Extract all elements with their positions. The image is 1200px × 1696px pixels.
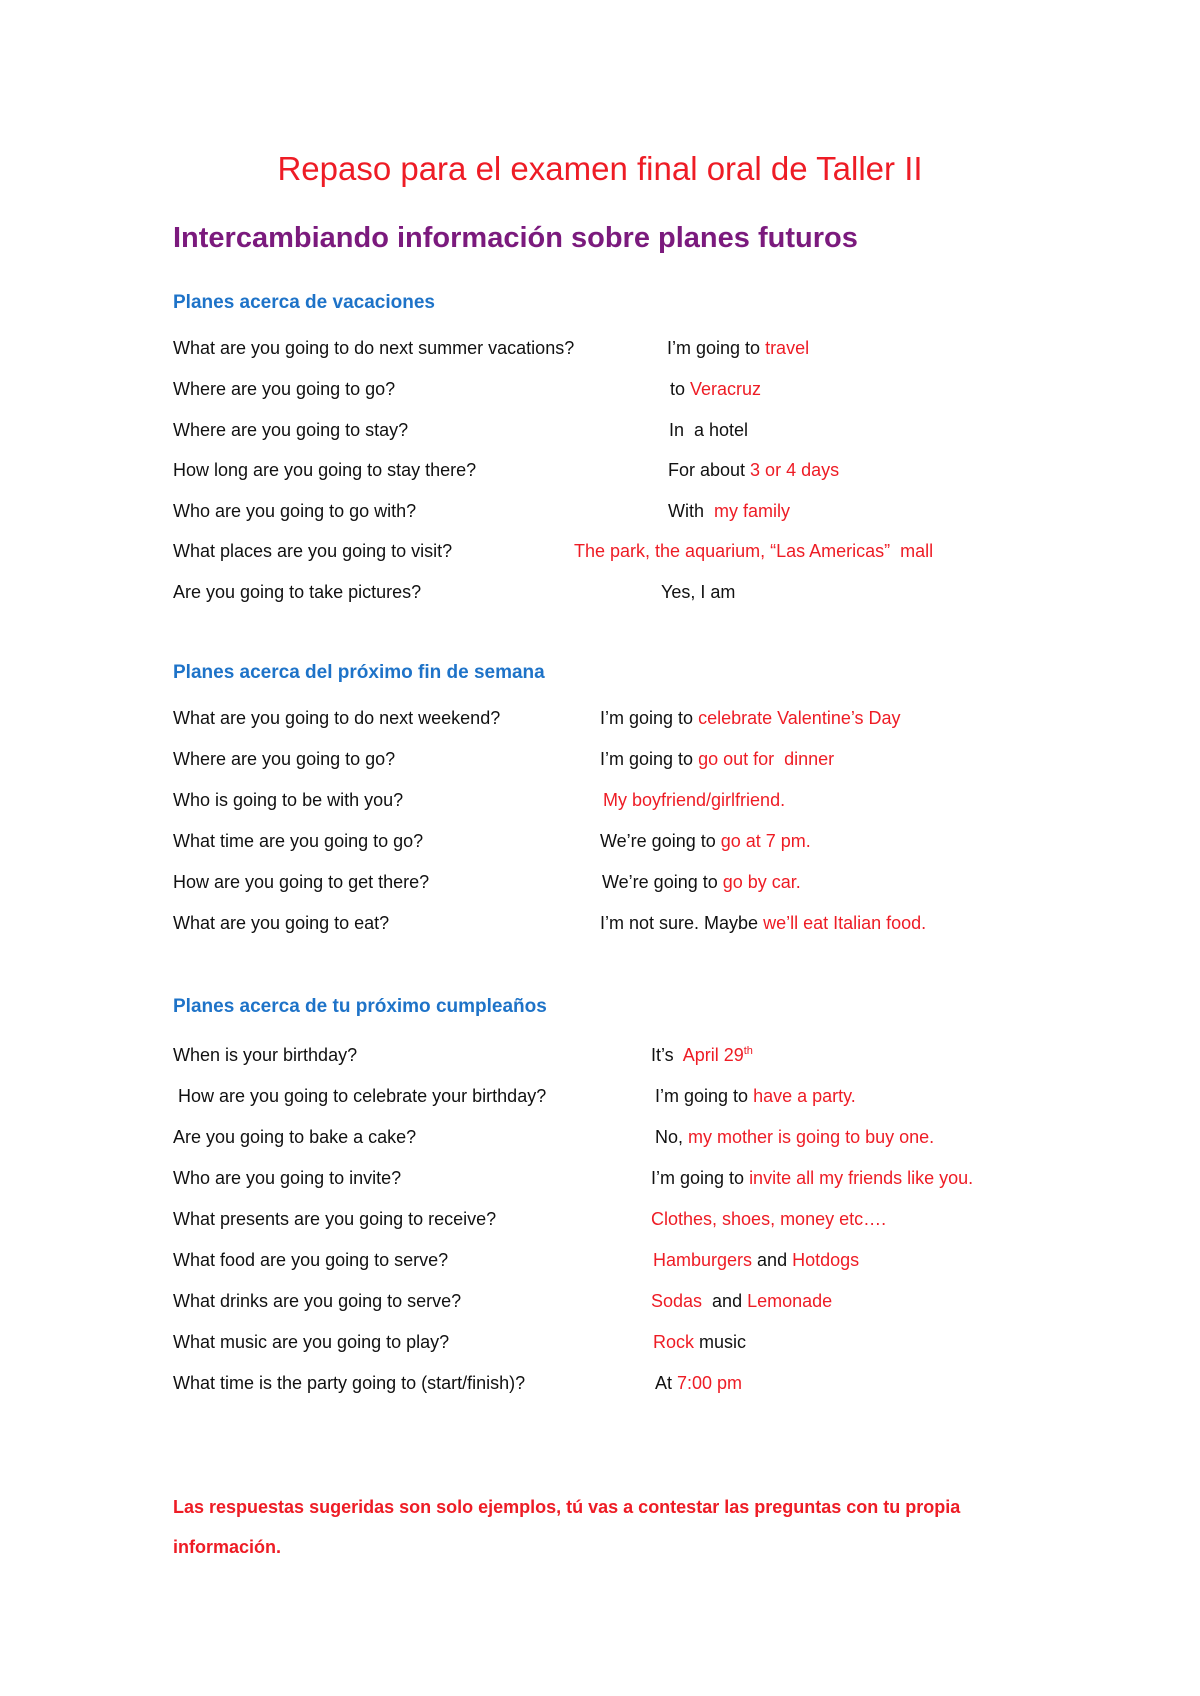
answer: We’re going to go at 7 pm.	[600, 831, 811, 851]
question: What time is the party going to (start/finish)?	[173, 1373, 526, 1393]
answer: Hamburgers and Hotdogs	[653, 1250, 860, 1270]
answer: For about 3 or 4 days	[668, 460, 840, 480]
section-heading-birthday: Planes acerca de tu próximo cumpleaños	[173, 996, 547, 1017]
qa-row	[0, 1082, 1200, 1110]
question: How are you going to get there?	[173, 872, 430, 892]
answer: In a hotel	[669, 420, 749, 440]
question: What music are you going to play?	[173, 1332, 450, 1352]
answer: Sodas and Lemonade	[651, 1291, 833, 1311]
question: Who are you going to invite?	[173, 1168, 402, 1188]
qa-row	[0, 1246, 1200, 1274]
answer: I’m going to invite all my friends like you.	[651, 1168, 974, 1188]
question: How are you going to celebrate your birthday?	[173, 1086, 547, 1106]
question: Are you going to bake a cake?	[173, 1127, 417, 1147]
qa-row	[0, 497, 1200, 525]
question: What food are you going to serve?	[173, 1250, 449, 1270]
qa-row	[0, 1369, 1200, 1397]
qa-row	[0, 827, 1200, 855]
question: Who are you going to go with?	[173, 501, 417, 521]
page-title: Repaso para el examen final oral de Taller II	[277, 150, 923, 187]
section-heading-vacations: Planes acerca de vacaciones	[173, 292, 435, 313]
qa-row	[0, 375, 1200, 403]
qa-row	[0, 1123, 1200, 1151]
qa-row	[0, 537, 1200, 565]
question: When is your birthday?	[173, 1045, 358, 1065]
answer: The park, the aquarium, “Las Americas” mall	[574, 541, 934, 561]
qa-row	[0, 868, 1200, 896]
qa-row	[0, 456, 1200, 484]
answer: At 7:00 pm	[655, 1373, 743, 1393]
question: Who is going to be with you?	[173, 790, 404, 810]
qa-row	[0, 1287, 1200, 1315]
question: Where are you going to go?	[173, 379, 396, 399]
question: What drinks are you going to serve?	[173, 1291, 462, 1311]
question: What are you going to do next summer vacations?	[173, 338, 575, 358]
answer: I’m going to have a party.	[655, 1086, 856, 1106]
answer: I’m going to go out for dinner	[600, 749, 835, 769]
qa-row	[0, 1328, 1200, 1356]
answer: I’m not sure. Maybe we’ll eat Italian food.	[600, 913, 927, 933]
qa-row	[0, 909, 1200, 937]
answer: to Veracruz	[670, 379, 762, 399]
question: How long are you going to stay there?	[173, 460, 477, 480]
qa-row	[0, 745, 1200, 773]
footer-note: Las respuestas sugeridas son solo ejemplos, tú vas a contestar las preguntas con tu propia información.	[173, 1497, 961, 1557]
answer: No, my mother is going to buy one.	[655, 1127, 935, 1147]
question: Are you going to take pictures?	[173, 582, 422, 602]
answer: I’m going to celebrate Valentine’s Day	[600, 708, 901, 728]
answer: Clothes, shoes, money etc….	[651, 1209, 887, 1229]
qa-row	[0, 704, 1200, 732]
qa-row	[0, 1205, 1200, 1233]
question: What presents are you going to receive?	[173, 1209, 497, 1229]
answer: My boyfriend/girlfriend.	[603, 790, 786, 810]
qa-row	[0, 578, 1200, 606]
answer: I’m going to travel	[667, 338, 810, 358]
qa-row	[0, 334, 1200, 362]
qa-row	[0, 1041, 1200, 1069]
question: What time are you going to go?	[173, 831, 424, 851]
question: What places are you going to visit?	[173, 541, 453, 561]
question: Where are you going to stay?	[173, 420, 409, 440]
answer: It’s April 29th	[651, 1045, 753, 1065]
qa-row	[0, 416, 1200, 444]
question: Where are you going to go?	[173, 749, 396, 769]
question: What are you going to do next weekend?	[173, 708, 501, 728]
question: What are you going to eat?	[173, 913, 390, 933]
answer: Rock music	[653, 1332, 747, 1352]
qa-row	[0, 786, 1200, 814]
answer: With my family	[668, 501, 791, 521]
answer: We’re going to go by car.	[602, 872, 801, 892]
page-subtitle: Intercambiando información sobre planes futuros	[173, 222, 858, 254]
section-heading-weekend: Planes acerca del próximo fin de semana	[173, 662, 545, 683]
qa-row	[0, 1164, 1200, 1192]
answer: Yes, I am	[661, 582, 736, 602]
